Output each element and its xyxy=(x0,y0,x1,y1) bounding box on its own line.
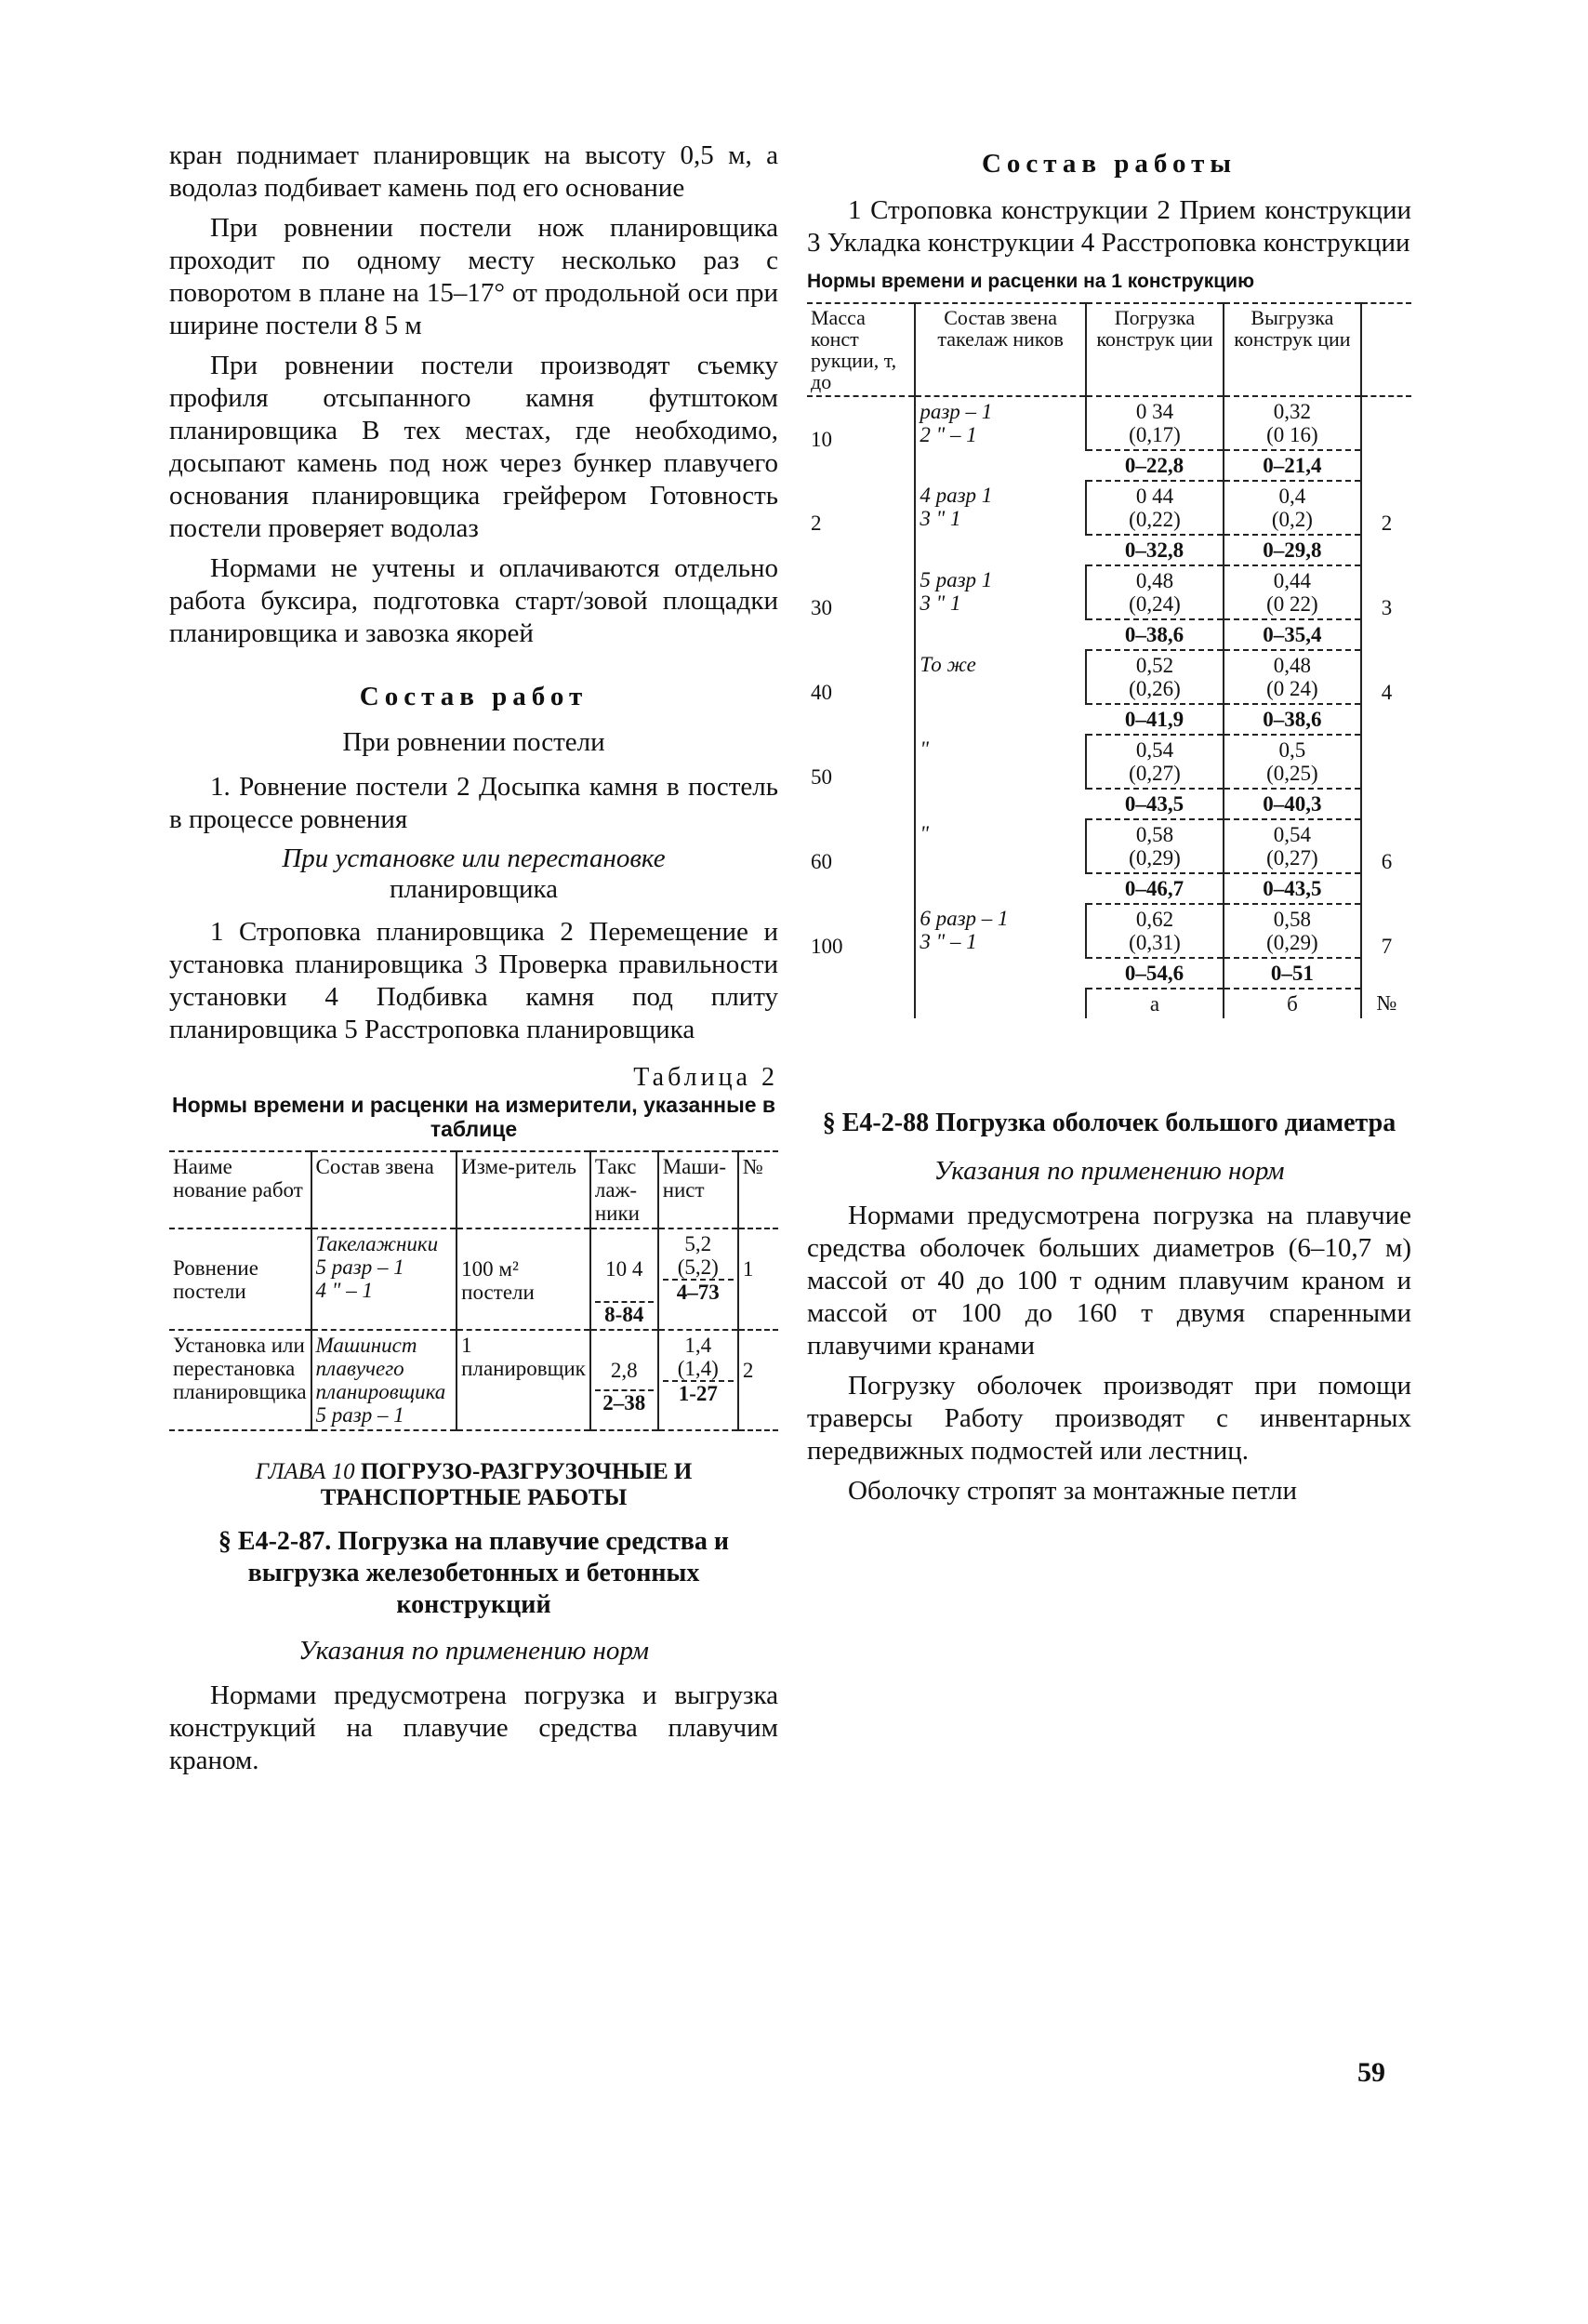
cell-meter: 1 планировщик xyxy=(457,1330,590,1430)
col-header: Состав звена такелаж ников xyxy=(915,303,1086,396)
col-header: Состав звена xyxy=(311,1151,457,1228)
table-row xyxy=(169,1228,778,1330)
cell-unload-price: 0–29,8 xyxy=(1224,535,1361,565)
table-row xyxy=(807,819,1411,873)
section-heading: § Е4-2-87. Погрузка на плавучие средства и выгрузка железобетонных и бетонных конструкций xyxy=(218,1527,730,1619)
cell-work-name: Ровнение постели xyxy=(169,1228,311,1330)
heading-work-composition: Состав работы xyxy=(981,149,1237,179)
machinist-time: 1,4 xyxy=(684,1334,712,1357)
crew-line: 2 " – 1 xyxy=(920,423,977,446)
unload-time-paren: (0,25) xyxy=(1266,762,1318,785)
rigger-price: 2–38 xyxy=(595,1389,654,1414)
load-time: 0 34 xyxy=(1135,400,1174,423)
load-time-paren: (0,22) xyxy=(1129,508,1181,531)
table-row xyxy=(807,481,1411,535)
cell-load-price: 0–46,7 xyxy=(1086,873,1224,904)
cell-unload-price: 0–43,5 xyxy=(1224,873,1361,904)
load-time: 0,58 xyxy=(1135,823,1174,846)
crew-title: Машинист плавучего планировщика xyxy=(315,1334,446,1403)
cell-load-price: 0–54,6 xyxy=(1086,958,1224,989)
col-header: Погрузка конструк ции xyxy=(1086,303,1224,396)
machinist-price: 4–73 xyxy=(663,1279,734,1304)
cell-crew xyxy=(311,1330,457,1430)
cell-number: 7 xyxy=(1361,904,1411,989)
cell-number: 3 xyxy=(1361,565,1411,650)
cell-crew xyxy=(915,565,1086,650)
cell-load-price: 0–32,8 xyxy=(1086,535,1224,565)
crew-line: 3 " 1 xyxy=(920,507,961,530)
cell-unload-price: 0–38,6 xyxy=(1224,704,1361,735)
work-operations: 1 Строповка конструкции 2 Прием конструкции 3 Укладка конструкции 4 Расстроповка конструкции xyxy=(807,195,1411,258)
cell-unload-time xyxy=(1224,565,1361,619)
crew-line: 5 разр – 1 xyxy=(315,1255,404,1279)
table-footer-row xyxy=(807,989,1411,1018)
paragraph: При ровнении постели нож планировщика проходит по одному месту несколько раз с поворотом в плане на 15–17° от продольной оси при ширине постели 8 5 м xyxy=(169,213,778,340)
paragraph: При ровнении постели производят съемку профиля отсыпанного камня футштоком планировщика В тех местах, где необходимо, досыпают камень под нож через бункер плавучего основания планировщика грейфером Готовность постели проверяет водолаз xyxy=(169,351,778,543)
col-header: Масса конст рукции, т, до xyxy=(807,303,915,396)
col-header-number xyxy=(1361,303,1411,396)
cell-load-time xyxy=(1086,565,1224,619)
cell-load-price: 0–22,8 xyxy=(1086,450,1224,481)
cell-crew xyxy=(311,1228,457,1330)
table-row xyxy=(807,735,1411,789)
cell-load-time xyxy=(1086,396,1224,450)
load-time: 0,48 xyxy=(1135,569,1174,592)
subheading-leveling: При ровнении постели xyxy=(342,727,605,757)
cell-unload-time xyxy=(1224,819,1361,873)
col-header: Выгрузка конструк ции xyxy=(1224,303,1361,396)
cell-load-price: 0–38,6 xyxy=(1086,619,1224,650)
crew-line: " xyxy=(920,737,929,761)
norms-table-3 xyxy=(807,302,1411,1018)
cell-number: 2 xyxy=(1361,481,1411,565)
cell-number xyxy=(1361,396,1411,481)
cell-unload-price: 0–40,3 xyxy=(1224,789,1361,819)
cell-machinist xyxy=(658,1228,738,1330)
cell-crew xyxy=(915,735,1086,819)
subheading-install xyxy=(169,843,778,905)
cell-rigger xyxy=(590,1228,658,1330)
crew-line: 5 разр 1 xyxy=(920,568,993,591)
machinist-price: 1-27 xyxy=(663,1380,734,1405)
cell-crew xyxy=(915,396,1086,481)
crew-line: То же xyxy=(920,653,976,676)
right-column xyxy=(807,139,1411,1515)
col-header: Маши-нист xyxy=(658,1151,738,1228)
cell-unload-price: 0–21,4 xyxy=(1224,450,1361,481)
cell-number: 6 xyxy=(1361,819,1411,904)
crew-line: 4 разр 1 xyxy=(920,484,993,507)
paragraph: Нормами предусмотрена погрузка и выгрузка конструкций на плавучие средства плавучим краном. xyxy=(169,1680,778,1775)
unload-time: 0,58 xyxy=(1273,908,1312,931)
unload-time: 0,4 xyxy=(1278,485,1306,508)
paragraph: Нормами не учтены и оплачиваются отдельно работа буксира, подготовка старт/зовой площадки планировщика и завозка якорей xyxy=(169,553,778,648)
heading-work-composition: Состав работ xyxy=(359,682,589,711)
load-time: 0,52 xyxy=(1135,654,1174,677)
machinist-time: 5,2 xyxy=(684,1232,712,1255)
crew-line: 6 разр – 1 xyxy=(920,907,1009,930)
paragraph: Нормами предусмотрена погрузка на плавучие средства оболочек больших диаметров (6–10,7 м) массой от 40 до 100 т одним плавучим краном и массой от 100 до 160 т двумя спаренными плавучими кранами xyxy=(807,1201,1411,1361)
paragraph: Оболочку стропят за монтажные петли xyxy=(848,1476,1298,1506)
unload-time-paren: (0,27) xyxy=(1266,846,1318,870)
cell-unload-time xyxy=(1224,396,1361,450)
col-header: Наиме нование работ xyxy=(169,1151,311,1228)
crew-line: " xyxy=(920,822,929,845)
footer-cell: б xyxy=(1224,989,1361,1018)
unload-time: 0,54 xyxy=(1273,823,1312,846)
instructions-heading: Указания по применению норм xyxy=(298,1636,649,1666)
cell-unload-time xyxy=(1224,735,1361,789)
crew-line: 4 " – 1 xyxy=(315,1279,373,1302)
unload-time-paren: (0 16) xyxy=(1266,423,1318,446)
footer-cell: а xyxy=(1086,989,1224,1018)
cell-load-price: 0–41,9 xyxy=(1086,704,1224,735)
cell-mass: 60 xyxy=(811,850,832,873)
machinist-time-paren: (5,2) xyxy=(677,1255,719,1279)
chapter-heading xyxy=(169,1459,778,1511)
cell-number: 2 xyxy=(738,1330,778,1430)
norms-table-2 xyxy=(169,1150,778,1431)
rigger-price: 8-84 xyxy=(595,1301,654,1326)
cell-load-time xyxy=(1086,819,1224,873)
cell-mass: 10 xyxy=(811,427,832,451)
unload-time-paren: (0,29) xyxy=(1266,931,1318,954)
table-row xyxy=(807,565,1411,619)
cell-number xyxy=(1361,735,1411,819)
cell-load-time xyxy=(1086,904,1224,958)
paragraph: Погрузку оболочек производят при помощи траверсы Работу производят с инвентарных передвижных подмостей или лестниц. xyxy=(807,1371,1411,1466)
cell-load-price: 0–43,5 xyxy=(1086,789,1224,819)
unload-time-paren: (0,2) xyxy=(1271,508,1313,531)
table-row xyxy=(807,904,1411,958)
paragraph: кран поднимает планировщик на высоту 0,5 м, а водолаз подбивает камень под его основание xyxy=(169,140,778,203)
cell-crew xyxy=(915,904,1086,989)
cell-number: 4 xyxy=(1361,650,1411,735)
table-row xyxy=(169,1330,778,1430)
load-time-paren: (0,27) xyxy=(1129,762,1181,785)
footer-cell: № xyxy=(1361,989,1411,1018)
table-row xyxy=(807,650,1411,704)
load-time: 0,54 xyxy=(1135,738,1174,762)
leveling-operations: 1. Ровнение постели 2 Досыпка камня в постель в процессе ровнения xyxy=(169,772,778,834)
cell-crew xyxy=(915,650,1086,735)
cell-unload-time xyxy=(1224,904,1361,958)
col-header: Изме-ритель xyxy=(457,1151,590,1228)
crew-line: разр – 1 xyxy=(920,400,993,423)
load-time: 0,62 xyxy=(1135,908,1174,931)
load-time-paren: (0,17) xyxy=(1129,423,1181,446)
rigger-time: 10 4 xyxy=(605,1257,643,1281)
crew-line: 3 " 1 xyxy=(920,591,961,615)
install-operations: 1 Строповка планировщика 2 Перемещение и установка планировщика 3 Проверка правильности установки 4 Подбивка камня под плиту планировщика 5 Расстроповка планировщика xyxy=(169,917,778,1044)
instructions-heading: Указания по применению норм xyxy=(933,1156,1285,1186)
cell-work-name: Установка или перестановка планировщика xyxy=(173,1334,307,1403)
cell-mass: 40 xyxy=(811,681,832,704)
cell-rigger xyxy=(590,1330,658,1430)
cell-load-time xyxy=(1086,735,1224,789)
chapter-title: ПОГРУЗО-РАЗГРУЗОЧНЫЕ И ТРАНСПОРТНЫЕ РАБОТЫ xyxy=(320,1459,693,1510)
cell-load-time xyxy=(1086,481,1224,535)
cell-meter: 100 м² постели xyxy=(457,1228,590,1330)
rigger-time: 2,8 xyxy=(610,1359,638,1382)
crew-line: 3 " – 1 xyxy=(920,930,977,953)
table-caption: Нормы времени и расценки на 1 конструкцию xyxy=(807,271,1255,292)
footer-cell xyxy=(915,989,1086,1018)
load-time-paren: (0,26) xyxy=(1129,677,1181,700)
cell-mass: 30 xyxy=(811,596,832,619)
load-time-paren: (0,24) xyxy=(1129,592,1181,616)
cell-unload-price: 0–35,4 xyxy=(1224,619,1361,650)
col-header: № xyxy=(738,1151,778,1228)
subheading-install-line1: При установке или перестановке xyxy=(282,843,666,873)
section-heading: § Е4-2-88 Погрузка оболочек большого диаметра xyxy=(822,1109,1396,1137)
unload-time-paren: (0 22) xyxy=(1266,592,1318,616)
load-time: 0 44 xyxy=(1135,485,1174,508)
cell-number: 1 xyxy=(738,1228,778,1330)
cell-unload-time xyxy=(1224,650,1361,704)
crew-line: 5 разр – 1 xyxy=(315,1403,404,1427)
unload-time: 0,48 xyxy=(1273,654,1312,677)
crew-title: Такелажники xyxy=(315,1232,439,1255)
col-header: Такс лаж-ники xyxy=(590,1151,658,1228)
unload-time: 0,44 xyxy=(1273,569,1312,592)
cell-mass: 50 xyxy=(811,765,832,789)
table-row xyxy=(807,396,1411,450)
unload-time-paren: (0 24) xyxy=(1266,677,1318,700)
cell-crew xyxy=(915,481,1086,565)
cell-unload-price: 0–51 xyxy=(1224,958,1361,989)
page-number: 59 xyxy=(1357,2057,1385,2088)
chapter-label: ГЛАВА 10 xyxy=(255,1459,355,1484)
cell-mass: 2 xyxy=(811,511,822,535)
cell-unload-time xyxy=(1224,481,1361,535)
cell-crew xyxy=(915,819,1086,904)
table-label: Таблица 2 xyxy=(633,1063,778,1092)
unload-time: 0,5 xyxy=(1278,738,1306,762)
cell-load-time xyxy=(1086,650,1224,704)
load-time-paren: (0,31) xyxy=(1129,931,1181,954)
cell-machinist xyxy=(658,1330,738,1430)
unload-time: 0,32 xyxy=(1273,400,1312,423)
cell-mass: 100 xyxy=(811,935,843,958)
left-column xyxy=(169,139,778,1785)
machinist-time-paren: (1,4) xyxy=(677,1357,719,1380)
load-time-paren: (0,29) xyxy=(1129,846,1181,870)
subheading-install-line2: планировщика xyxy=(390,874,558,904)
footer-cell xyxy=(807,989,915,1018)
table-caption: Нормы времени и расценки на измерители, указанные в таблице xyxy=(171,1093,776,1141)
